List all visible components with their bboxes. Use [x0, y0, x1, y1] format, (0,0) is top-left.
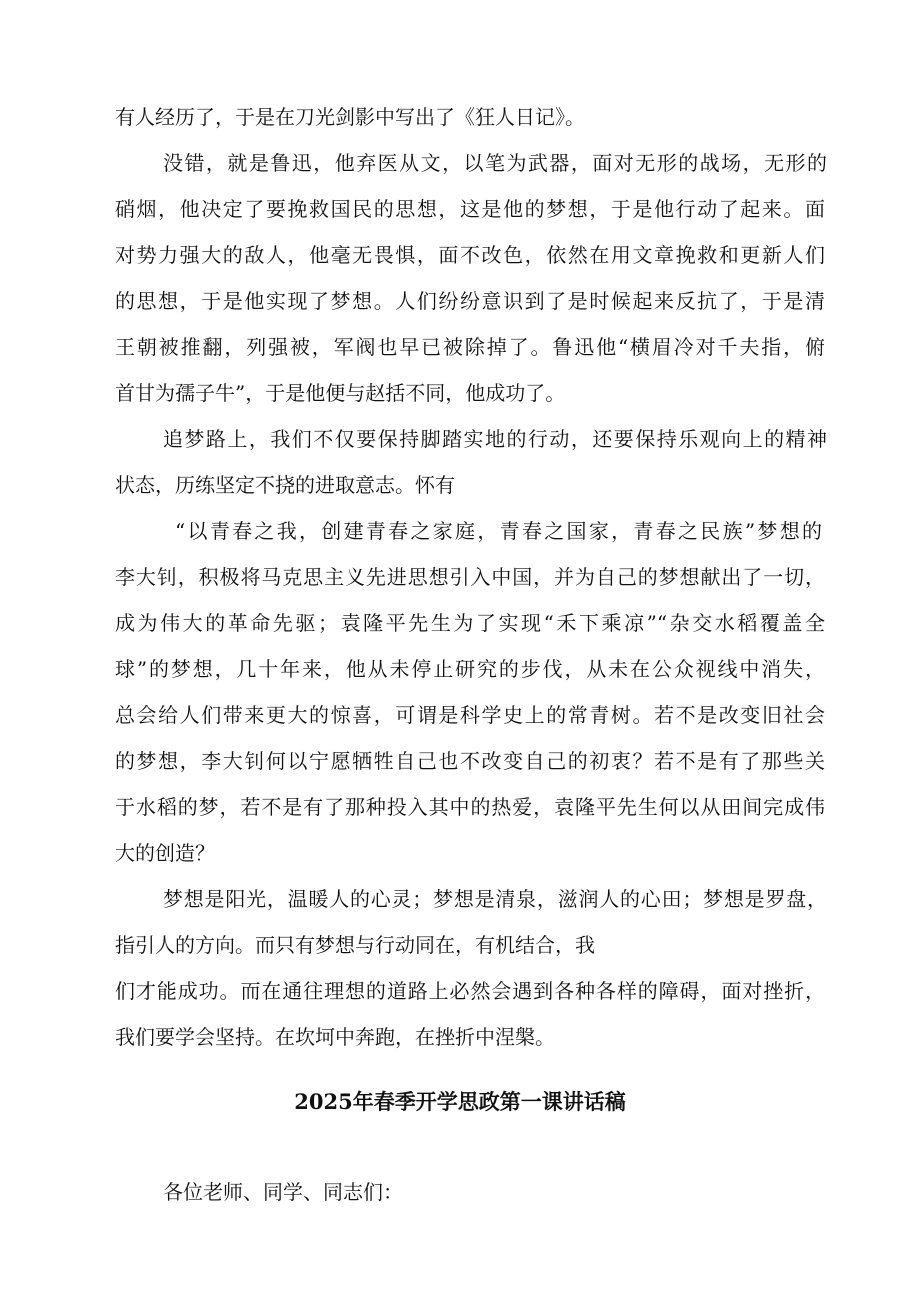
- text-line: 球”的梦想，几十年来，他从未停止研究的步伐，从未在公众视线中消失，: [115, 657, 825, 681]
- text-line: 于水稻的梦，若不是有了那种投入其中的热爱，袁隆平先生何以从田间完成伟: [115, 795, 825, 819]
- text-line: 大的创造？: [115, 841, 215, 865]
- text-line: 有人经历了，于是在刀光剑影中写出了《狂人日记》。: [115, 105, 585, 129]
- text-line: 的思想，于是他实现了梦想。人们纷纷意识到了是时候起来反抗了，于是清: [115, 289, 825, 313]
- text-line: 首甘为孺子牛”，于是他便与赵括不同，他成功了。: [115, 381, 566, 405]
- text-line: 我们要学会坚持。在坎坷中奔跑，在挫折中涅槃。: [115, 1025, 555, 1049]
- text-line: 们才能成功。而在通往理想的道路上必然会遇到各种各样的障碍，面对挫折，: [115, 979, 825, 1003]
- text-line: “以青春之我，创建青春之家庭，青春之国家，青春之民族”梦想的: [175, 519, 822, 543]
- text-line: 梦想是阳光，温暖人的心灵；梦想是清泉，滋润人的心田；梦想是罗盘，: [163, 887, 827, 911]
- section-title: 2025年春季开学思政第一课讲话稿: [294, 1089, 626, 1114]
- text-line: 没错，就是鲁迅，他弃医从文，以笔为武器，面对无形的战场，无形的: [163, 151, 827, 175]
- text-line: 总会给人们带来更大的惊喜，可谓是科学史上的常青树。若不是改变旧社会: [115, 703, 825, 727]
- salutation: 各位老师、同学、同志们：: [163, 1180, 403, 1204]
- text-line: 王朝被推翻，列强被，军阀也早已被除掉了。鲁迅他“横眉冷对千夫指，俯: [115, 335, 825, 359]
- text-line: 对势力强大的敌人，他毫无畏惧，面不改色，依然在用文章挽救和更新人们: [115, 243, 825, 267]
- text-line: 李大钊，积极将马克思主义先进思想引入中国，并为自己的梦想献出了一切，: [115, 565, 825, 589]
- text-line: 追梦路上，我们不仅要保持脚踏实地的行动，还要保持乐观向上的精神: [163, 427, 827, 451]
- text-line: 硝烟，他决定了要挽救国民的思想，这是他的梦想，于是他行动了起来。面: [115, 197, 825, 221]
- text-line: 指引人的方向。而只有梦想与行动同在，有机结合，我: [115, 933, 595, 957]
- text-line: 成为伟大的革命先驱；袁隆平先生为了实现“禾下乘凉”“杂交水稻覆盖全: [115, 611, 825, 635]
- text-line: 的梦想，李大钊何以宁愿牺牲自己也不改变自己的初衷？若不是有了那些关: [115, 749, 825, 773]
- text-line: 状态，历练坚定不挠的进取意志。怀有: [115, 473, 455, 497]
